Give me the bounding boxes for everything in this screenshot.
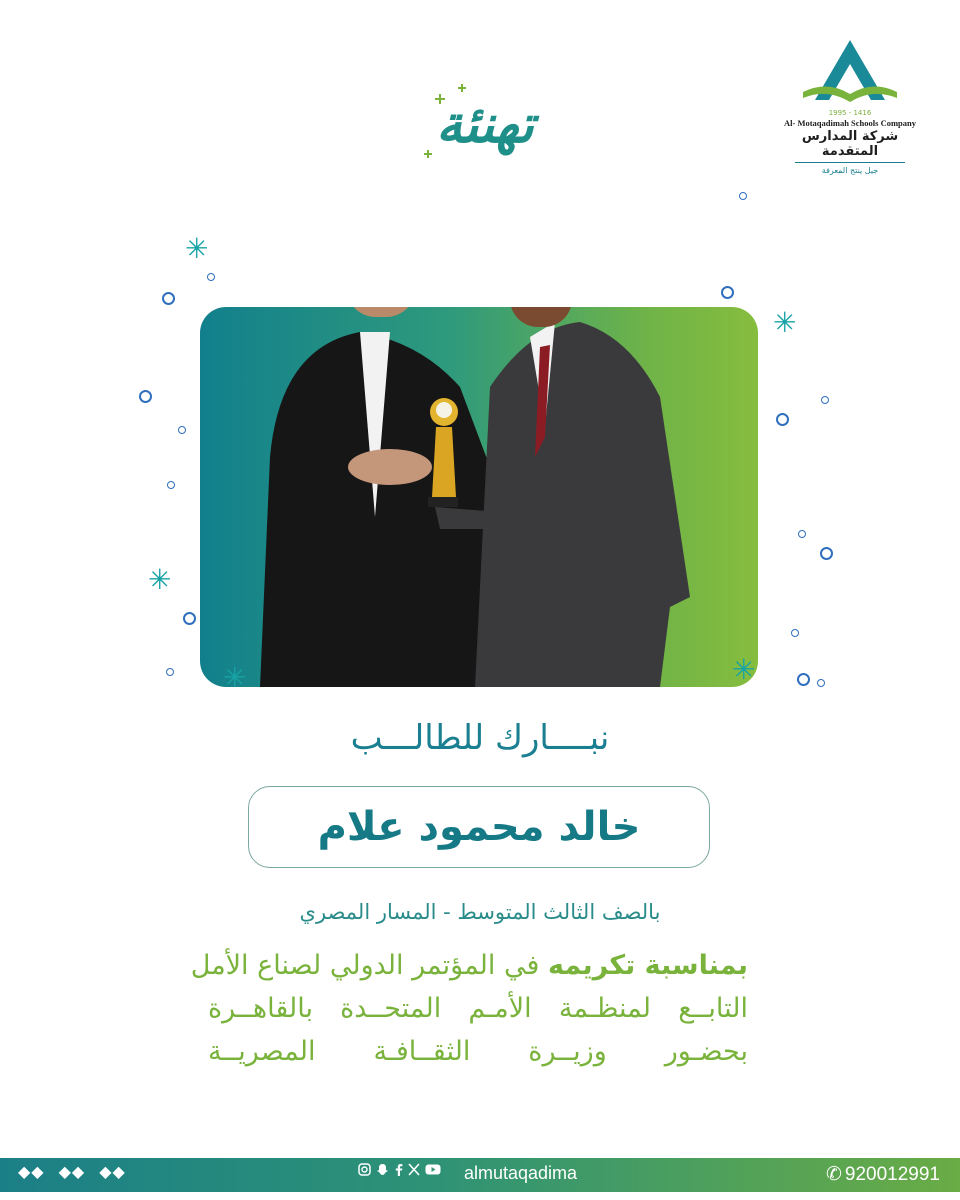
occasion-line-1: [190, 950, 748, 981]
phone-number: 920012991: [844, 1164, 940, 1185]
decor-dot: [797, 673, 810, 686]
heading-title: تهنئة: [436, 94, 534, 155]
sparkle-star-icon: ✳: [732, 653, 756, 686]
occasion-line-2: التابــع لمنظـمة الأمـم المتحــدة بالقاهــرة: [208, 993, 748, 1024]
heading-calligraphy: [400, 80, 570, 170]
diamond-pair-icon: ◆◆: [18, 1162, 45, 1181]
diamond-pair-icon: ◆◆: [58, 1162, 86, 1181]
decor-dot: [721, 286, 734, 299]
award-ceremony-photo-icon: [200, 307, 758, 687]
decor-dot: [167, 481, 175, 489]
sparkle-star-icon: ✳: [185, 232, 209, 265]
phone-icon: ✆: [825, 1164, 842, 1185]
occasion-bold: بمناسبة تكريمه: [548, 950, 748, 981]
diamond-pair-icon: ◆◆: [99, 1162, 126, 1181]
student-name: خالد محمود علام: [317, 804, 641, 850]
facebook-icon[interactable]: [394, 1163, 403, 1180]
grade-line: بالصف الثالث المتوسط - المسار المصري: [299, 900, 661, 924]
footer-bar: [0, 1158, 960, 1192]
decor-dot: [178, 426, 186, 434]
logo-mark-icon: [795, 38, 905, 108]
logo-name-ar: شركة المدارس المتقدمة: [801, 129, 899, 159]
social-handle[interactable]: almutaqadima: [464, 1163, 578, 1183]
social-icons: [358, 1163, 441, 1180]
decor-dot: [162, 292, 175, 305]
occasion-line-3: بحضـور وزيــرة الثقــافـة المصريــة: [208, 1036, 748, 1067]
logo-tagline: جيل ينتج المعرفة: [795, 162, 905, 175]
decor-dot: [798, 530, 806, 538]
decor-dot: [166, 668, 174, 676]
congrats-line: نبــــارك للطالـــب: [350, 718, 610, 758]
phone-contact[interactable]: [826, 1163, 940, 1186]
decor-dot: [817, 679, 825, 687]
snapchat-icon[interactable]: [376, 1163, 389, 1180]
decor-dot: [207, 273, 215, 281]
decor-dot: [776, 413, 789, 426]
company-logo: [780, 38, 920, 173]
sparkle-star-icon: ✳: [223, 661, 247, 694]
decor-dot: [820, 547, 833, 560]
x-icon[interactable]: [408, 1163, 420, 1180]
footer-diamonds: [18, 1162, 140, 1181]
sparkle-star-icon: ✳: [773, 306, 797, 339]
decor-dot: [821, 396, 829, 404]
instagram-icon[interactable]: [358, 1163, 371, 1180]
decor-dot: [791, 629, 799, 637]
logo-years: 1995 - 1416: [828, 109, 872, 117]
youtube-icon[interactable]: [425, 1163, 441, 1180]
award-photo: [200, 307, 758, 687]
occasion-line-1-rest: في المؤتمر الدولي لصناع الأمل: [190, 950, 548, 981]
decor-dot: [183, 612, 196, 625]
sparkle-star-icon: ✳: [148, 563, 172, 596]
student-figure: [260, 307, 500, 687]
decor-dot: [139, 390, 152, 403]
logo-name-en: Al- Motaqadimah Schools Company: [783, 118, 916, 128]
decor-dot: [739, 192, 747, 200]
student-name-box: [248, 786, 710, 868]
